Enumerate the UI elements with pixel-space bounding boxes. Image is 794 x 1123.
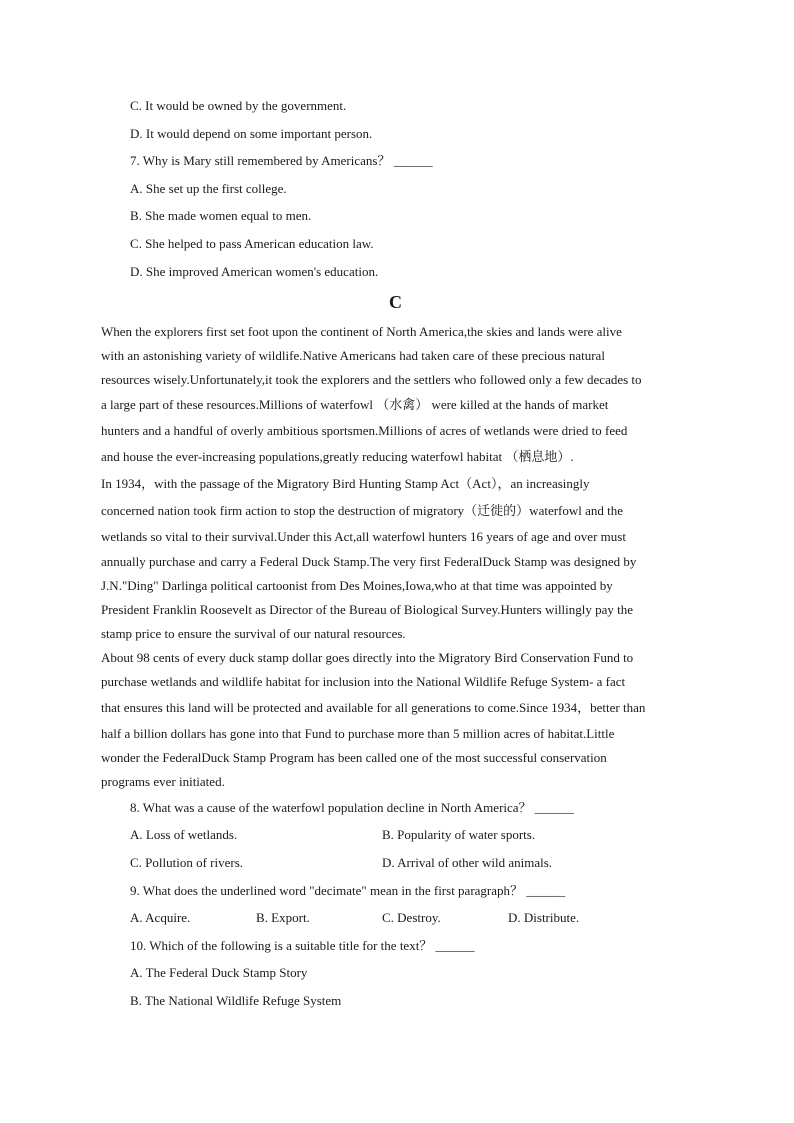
passage-line: annually purchase and carry a Federal Duck Stamp.The very first FederalDuck Stamp was designed by <box>101 554 637 569</box>
option-text: C. She helped to pass American education law. <box>130 236 374 251</box>
option-text: D. It would depend on some important person. <box>130 126 373 141</box>
passage-line: When the explorers first set foot upon the continent of North America,the skies and lands were alive <box>101 324 622 339</box>
question-10-stem: 10. Which of the following is a suitable title for the text？ ______ <box>130 938 475 953</box>
passage-line: wonder the FederalDuck Stamp Program has been called one of the most successful conservation <box>101 750 607 765</box>
passage-line: a large part of these resources.Millions of waterfowl （水禽） were killed at the hands of market <box>101 397 609 412</box>
passage-line: programs ever initiated. <box>101 774 225 789</box>
option-text: A. Loss of wetlands. <box>130 827 238 842</box>
passage-line: stamp price to ensure the survival of our natural resources. <box>101 626 406 641</box>
passage-line: concerned nation took firm action to stop the destruction of migratory（迁徙的）waterfowl and the <box>101 503 624 518</box>
section-title: C <box>389 292 402 312</box>
passage-line: J.N."Ding" Darlinga political cartoonist from Des Moines,Iowa,who at that time was appointed by <box>101 578 613 593</box>
passage-line: half a billion dollars has gone into that Fund to purchase more than 5 million acres of habitat.Little <box>101 726 615 741</box>
option-text: C. Pollution of rivers. <box>130 855 244 870</box>
question-7-stem: 7. Why is Mary still remembered by Americans？ ______ <box>130 153 433 168</box>
passage-line: In 1934，with the passage of the Migratory Bird Hunting Stamp Act（Act），an increasingly <box>101 476 590 491</box>
passage-line: purchase wetlands and wildlife habitat for inclusion into the National Wildlife Refuge System- a fact <box>101 674 626 689</box>
option-text: D. She improved American women's education. <box>130 264 379 279</box>
option-text: D. Arrival of other wild animals. <box>382 855 553 870</box>
option-text: C. Destroy. <box>382 910 441 925</box>
option-text: A. Acquire. <box>130 910 191 925</box>
passage-line: and house the ever-increasing populations,greatly reducing waterfowl habitat （栖息地）. <box>101 449 574 464</box>
option-text: B. She made women equal to men. <box>130 208 312 223</box>
passage-line: with an astonishing variety of wildlife.Native Americans had taken care of these precious natural <box>101 348 605 363</box>
option-text: C. It would be owned by the government. <box>130 98 347 113</box>
option-text: D. Distribute. <box>508 910 580 925</box>
passage-line: hunters and a handful of overly ambitious sportsmen.Millions of acres of wetlands were dried to feed <box>101 423 628 438</box>
passage-line: that ensures this land will be protected and available for all generations to come.Since 1934，better than <box>101 700 646 715</box>
option-text: A. The Federal Duck Stamp Story <box>130 965 308 980</box>
question-8-stem: 8. What was a cause of the waterfowl population decline in North America？ ______ <box>130 800 574 815</box>
option-text: B. Popularity of water sports. <box>382 827 536 842</box>
question-9-stem: 9. What does the underlined word "decimate" mean in the first paragraph？ ______ <box>130 883 566 898</box>
passage-line: About 98 cents of every duck stamp dollar goes directly into the Migratory Bird Conservation Fund to <box>101 650 634 665</box>
passage-line: resources wisely.Unfortunately,it took the explorers and the settlers who followed only a few decades to <box>101 372 642 387</box>
passage-line: President Franklin Roosevelt as Director of the Bureau of Biological Survey.Hunters willingly pay the <box>101 602 634 617</box>
option-text: A. She set up the first college. <box>130 181 287 196</box>
option-text: B. The National Wildlife Refuge System <box>130 993 342 1008</box>
passage-line: wetlands so vital to their survival.Under this Act,all waterfowl hunters 16 years of age and over must <box>101 529 626 544</box>
option-text: B. Export. <box>256 910 310 925</box>
